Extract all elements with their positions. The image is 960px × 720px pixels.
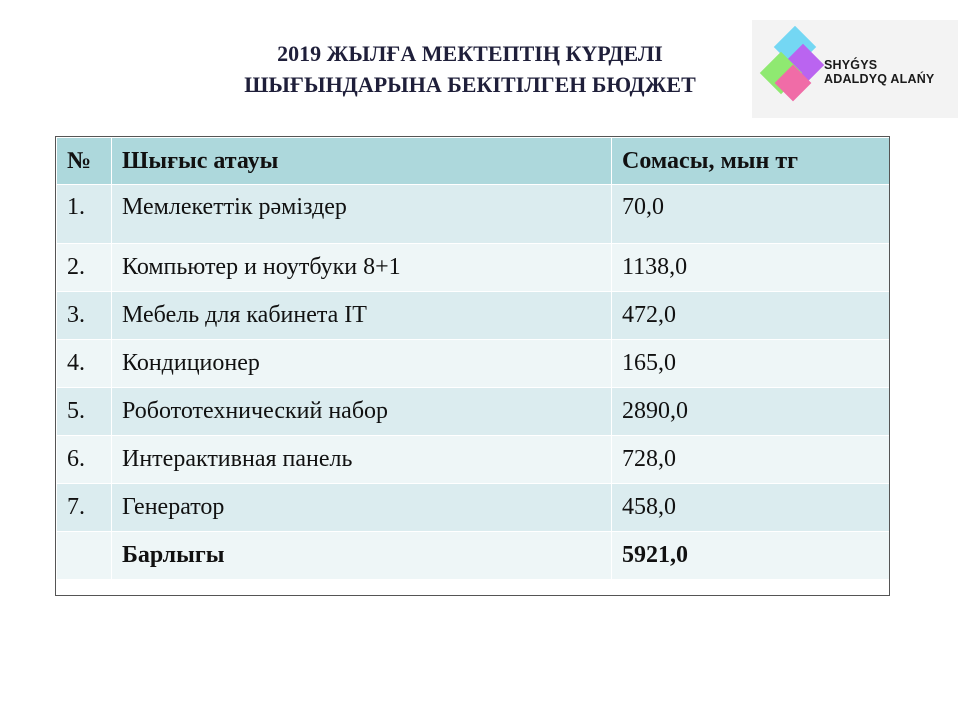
logo-diamonds-icon	[758, 26, 828, 112]
logo-text-line-2: ADALDYQ ALAŃY	[824, 72, 935, 86]
row-expense-name: Кондиционер	[112, 340, 612, 388]
row-amount: 1138,0	[612, 244, 890, 292]
table-row	[57, 340, 890, 388]
table-row	[57, 388, 890, 436]
row-expense-name: Робототехнический набор	[112, 388, 612, 436]
logo-text	[824, 58, 934, 86]
row-expense-name: Мебель для кабинета IT	[112, 292, 612, 340]
row-expense-name: Мемлекеттік рәміздер	[112, 185, 612, 244]
row-amount: 728,0	[612, 436, 890, 484]
table-total-row	[57, 532, 890, 580]
brand-logo	[752, 20, 958, 118]
total-number	[57, 532, 112, 580]
row-amount: 472,0	[612, 292, 890, 340]
row-number: 6.	[57, 436, 112, 484]
table-header-row	[57, 138, 890, 185]
row-expense-name: Генератор	[112, 484, 612, 532]
row-amount: 2890,0	[612, 388, 890, 436]
table-row	[57, 185, 890, 244]
row-amount: 458,0	[612, 484, 890, 532]
title-line-1: 2019 ЖЫЛҒА МЕКТЕПТІҢ КҮРДЕЛІ	[277, 41, 663, 66]
header-amount: Сомасы, мын тг	[612, 138, 890, 185]
header-expense-name: Шығыс атауы	[112, 138, 612, 185]
table-row	[57, 484, 890, 532]
total-amount: 5921,0	[612, 532, 890, 580]
budget-table	[56, 137, 890, 580]
row-number: 7.	[57, 484, 112, 532]
header-number: №	[57, 138, 112, 185]
row-number: 4.	[57, 340, 112, 388]
row-number: 5.	[57, 388, 112, 436]
table-row	[57, 292, 890, 340]
title-line-2: ШЫҒЫНДАРЫНА БЕКІТІЛГЕН БЮДЖЕТ	[244, 72, 696, 97]
table-row	[57, 244, 890, 292]
row-amount: 165,0	[612, 340, 890, 388]
row-number: 2.	[57, 244, 112, 292]
page-title	[150, 38, 790, 100]
table-row	[57, 436, 890, 484]
row-expense-name: Компьютер и ноутбуки 8+1	[112, 244, 612, 292]
row-amount: 70,0	[612, 185, 890, 244]
logo-text-line-1: SHYǴYS	[824, 58, 878, 72]
row-number: 1.	[57, 185, 112, 244]
row-expense-name: Интерактивная панель	[112, 436, 612, 484]
total-label: Барлыгы	[112, 532, 612, 580]
row-number: 3.	[57, 292, 112, 340]
